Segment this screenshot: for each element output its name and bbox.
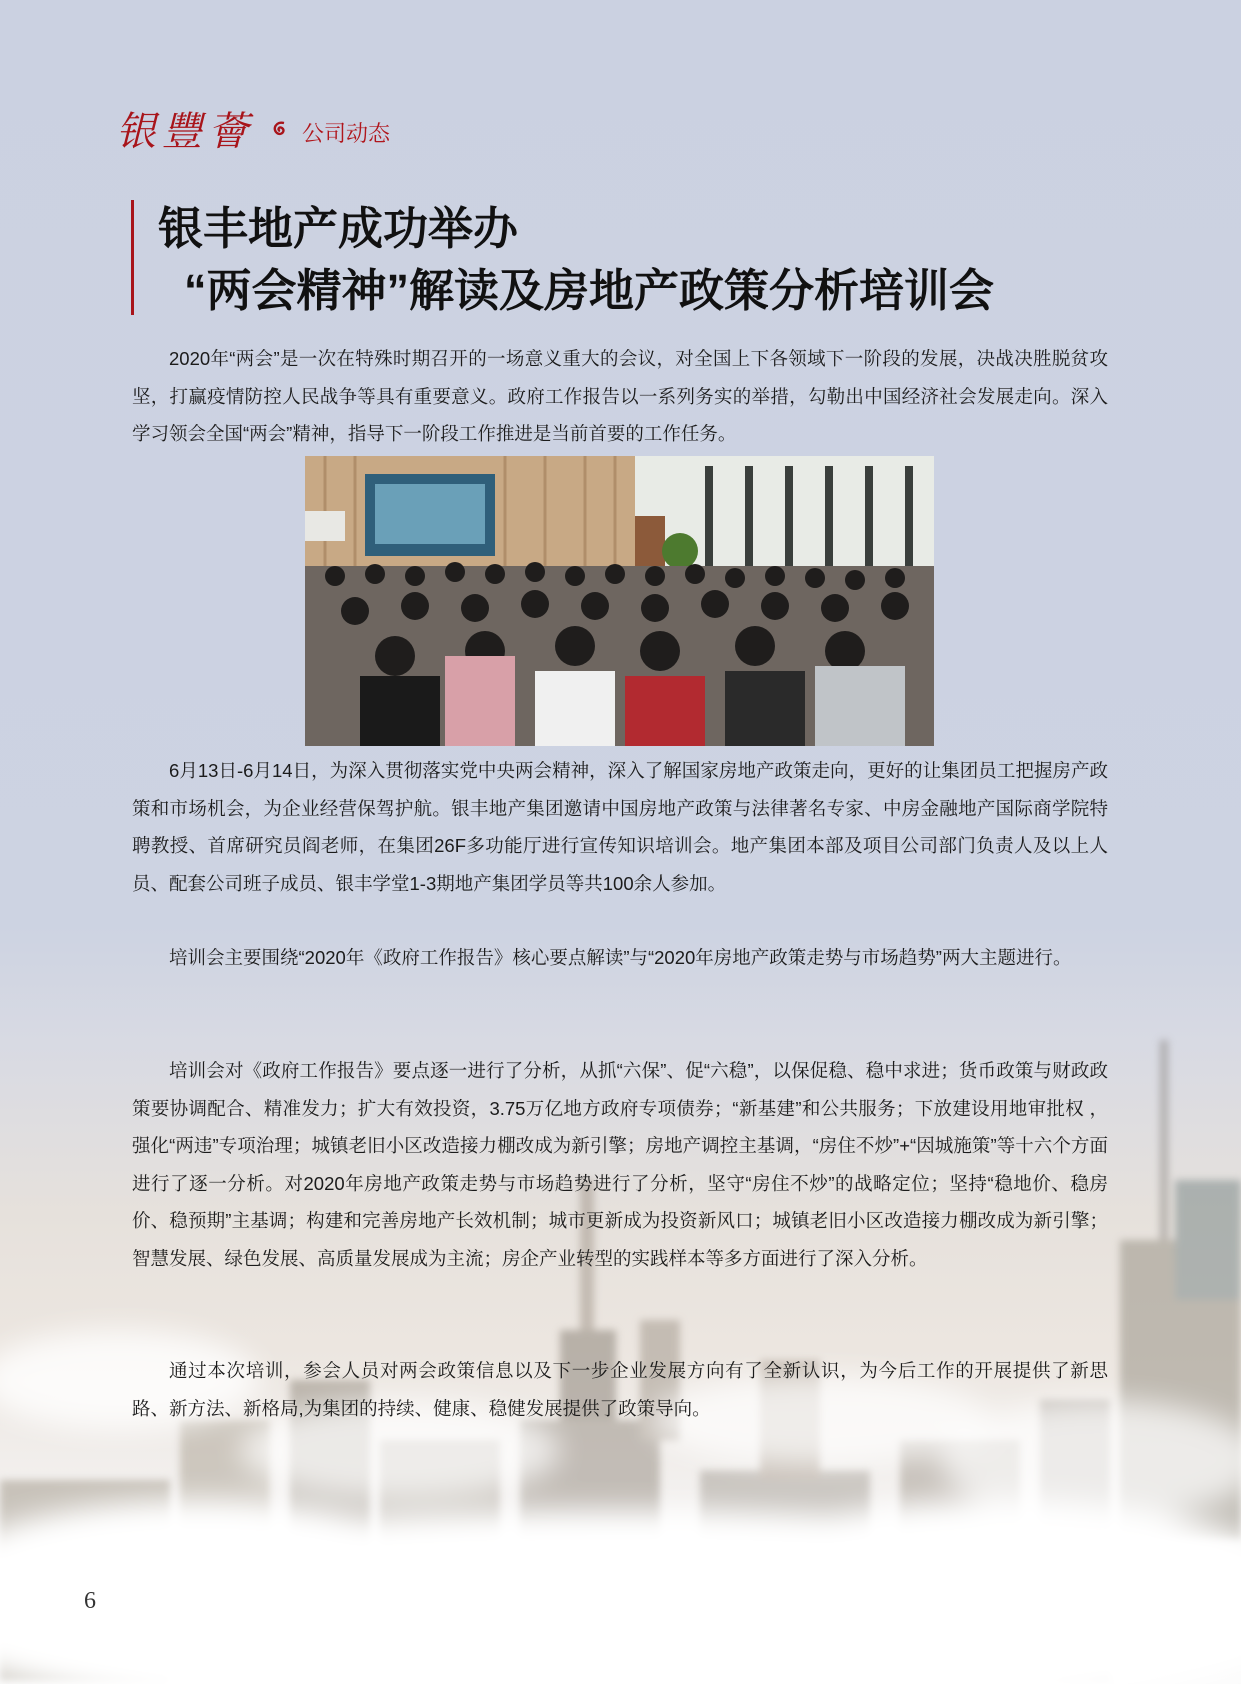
logo-script-text: 银豐薈 (116, 109, 254, 155)
title-line-1: 银丰地产成功举办 (158, 203, 519, 254)
magazine-logo (116, 100, 390, 157)
article-title (158, 198, 994, 322)
paragraph-topics: 培训会主要围绕“2020年《政府工作报告》核心要点解读”与“2020年房地产政策走势与市场趋势”两大主题进行。 (169, 947, 1072, 968)
training-session-photo (305, 456, 934, 746)
paragraph-event: 6月13日-6月14日，为深入贯彻落实党中央两会精神，深入了解国家房地产政策走向，更好的让集团员工把握房产政策和市场机会，为企业经营保驾护航。银丰地产集团邀请中国房地产政策与法律著名专家、中房金融地产国际商学院特聘教授、首席研究员阎老师，在集团26F多功能厅进行宣传知识培训会。地产集团本部及项目公司部门负责人及以上人员、配套公司班子成员、银丰学堂1-3期地产集团学员等共100余人参加。 (132, 760, 1108, 894)
title-accent-bar (131, 200, 134, 315)
section-label: 公司动态 (302, 121, 391, 146)
paragraph-analysis: 培训会对《政府工作报告》要点逐一进行了分析，从抓“六保”、促“六稳”，以保促稳、稳中求进；货币政策与财政政策要协调配合、精准发力；扩大有效投资，3.75万亿地方政府专项债券；“新基建”和公共服务；下放建设用地审批权 ，强化“两违”专项治理；城镇老旧小区改造接力棚改成为新引擎；房地产调控主基调，“房住不炒”+“因城施策”等十六个方面进行了逐一分析。对2020年房地产政策走势与市场趋势进行了分析，坚守“房住不炒”的战略定位；坚持“稳地价、稳房价、稳预期”主基调；构建和完善房地产长效机制；城市更新成为投资新风口；城镇老旧小区改造接力棚改成为新引擎；智慧发展、绿色发展、高质量发展成为主流；房企产业转型的实践样本等多方面进行了深入分析。 (132, 1060, 1108, 1269)
paragraph-conclusion: 通过本次培训，参会人员对两会政策信息以及下一步企业发展方向有了全新认识，为今后工作的开展提供了新思路、新方法、新格局,为集团的持续、健康、稳健发展提供了政策导向。 (132, 1360, 1108, 1419)
paragraph-intro: 2020年“两会”是一次在特殊时期召开的一场意义重大的会议，对全国上下各领域下一阶段的发展，决战决胜脱贫攻坚，打赢疫情防控人民战争等具有重要意义。政府工作报告以一系列务实的举措，勾勒出中国经济社会发展走向。深入学习领会全国“两会”精神，指导下一阶段工作推进是当前首要的工作任务。 (132, 348, 1108, 445)
page-number: 6 (84, 1588, 96, 1614)
title-line-2: “两会精神”解读及房地产政策分析培训会 (184, 265, 995, 316)
swirl-icon (270, 119, 290, 139)
